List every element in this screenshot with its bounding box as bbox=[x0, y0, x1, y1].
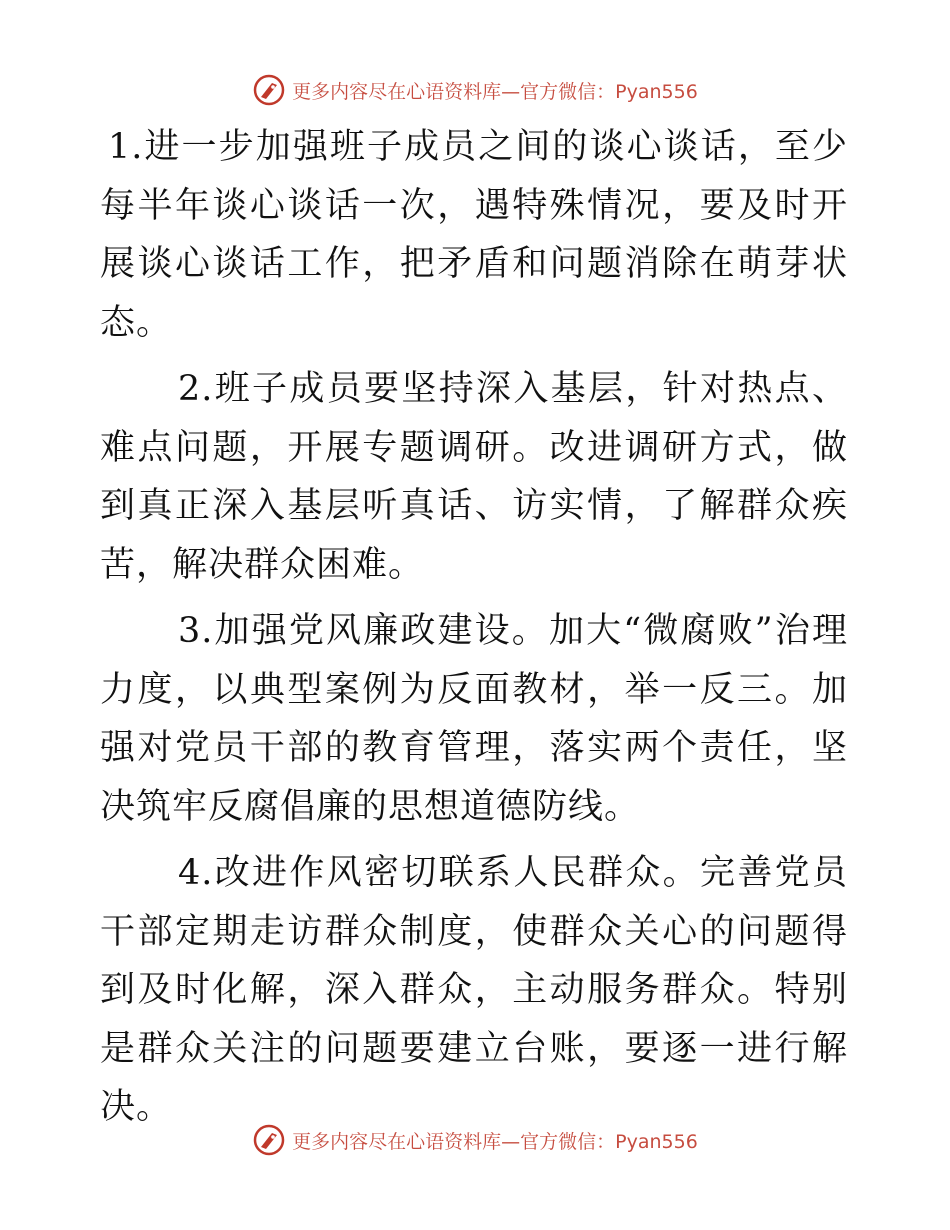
pen-nib-logo-icon bbox=[252, 1123, 286, 1157]
pen-nib-logo-icon bbox=[252, 73, 286, 107]
document-body bbox=[100, 118, 848, 1137]
footer-watermark-text: 更多内容尽在心语资料库—官方微信：Pyan556 bbox=[292, 1130, 698, 1153]
paragraph-1: 1.进一步加强班子成员之间的谈心谈话，至少每半年谈心谈话一次，遇特殊情况，要及时开展谈心谈话工作，把矛盾和问题消除在萌芽状态。 bbox=[100, 127, 848, 343]
paragraph-3: 3.加强党风廉政建设。加大“微腐败”治理力度，以典型案例为反面教材，举一反三。加强对党员干部的教育管理，落实两个责任，坚决筑牢反腐倡廉的思想道德防线。 bbox=[100, 611, 848, 827]
footer-watermark bbox=[0, 1120, 950, 1160]
paragraph-4: 4.改进作风密切联系人民群众。完善党员干部定期走访群众制度，使群众关心的问题得到及时化解，深入群众，主动服务群众。特别是群众关注的问题要建立台账，要逐一进行解决。 bbox=[100, 853, 848, 1127]
paragraph-2: 2.班子成员要坚持深入基层，针对热点、难点问题，开展专题调研。改进调研方式，做到真正深入基层听真话、访实情，了解群众疾苦，解决群众困难。 bbox=[100, 369, 848, 585]
header-watermark bbox=[0, 70, 950, 110]
header-watermark-text: 更多内容尽在心语资料库—官方微信：Pyan556 bbox=[292, 80, 698, 103]
